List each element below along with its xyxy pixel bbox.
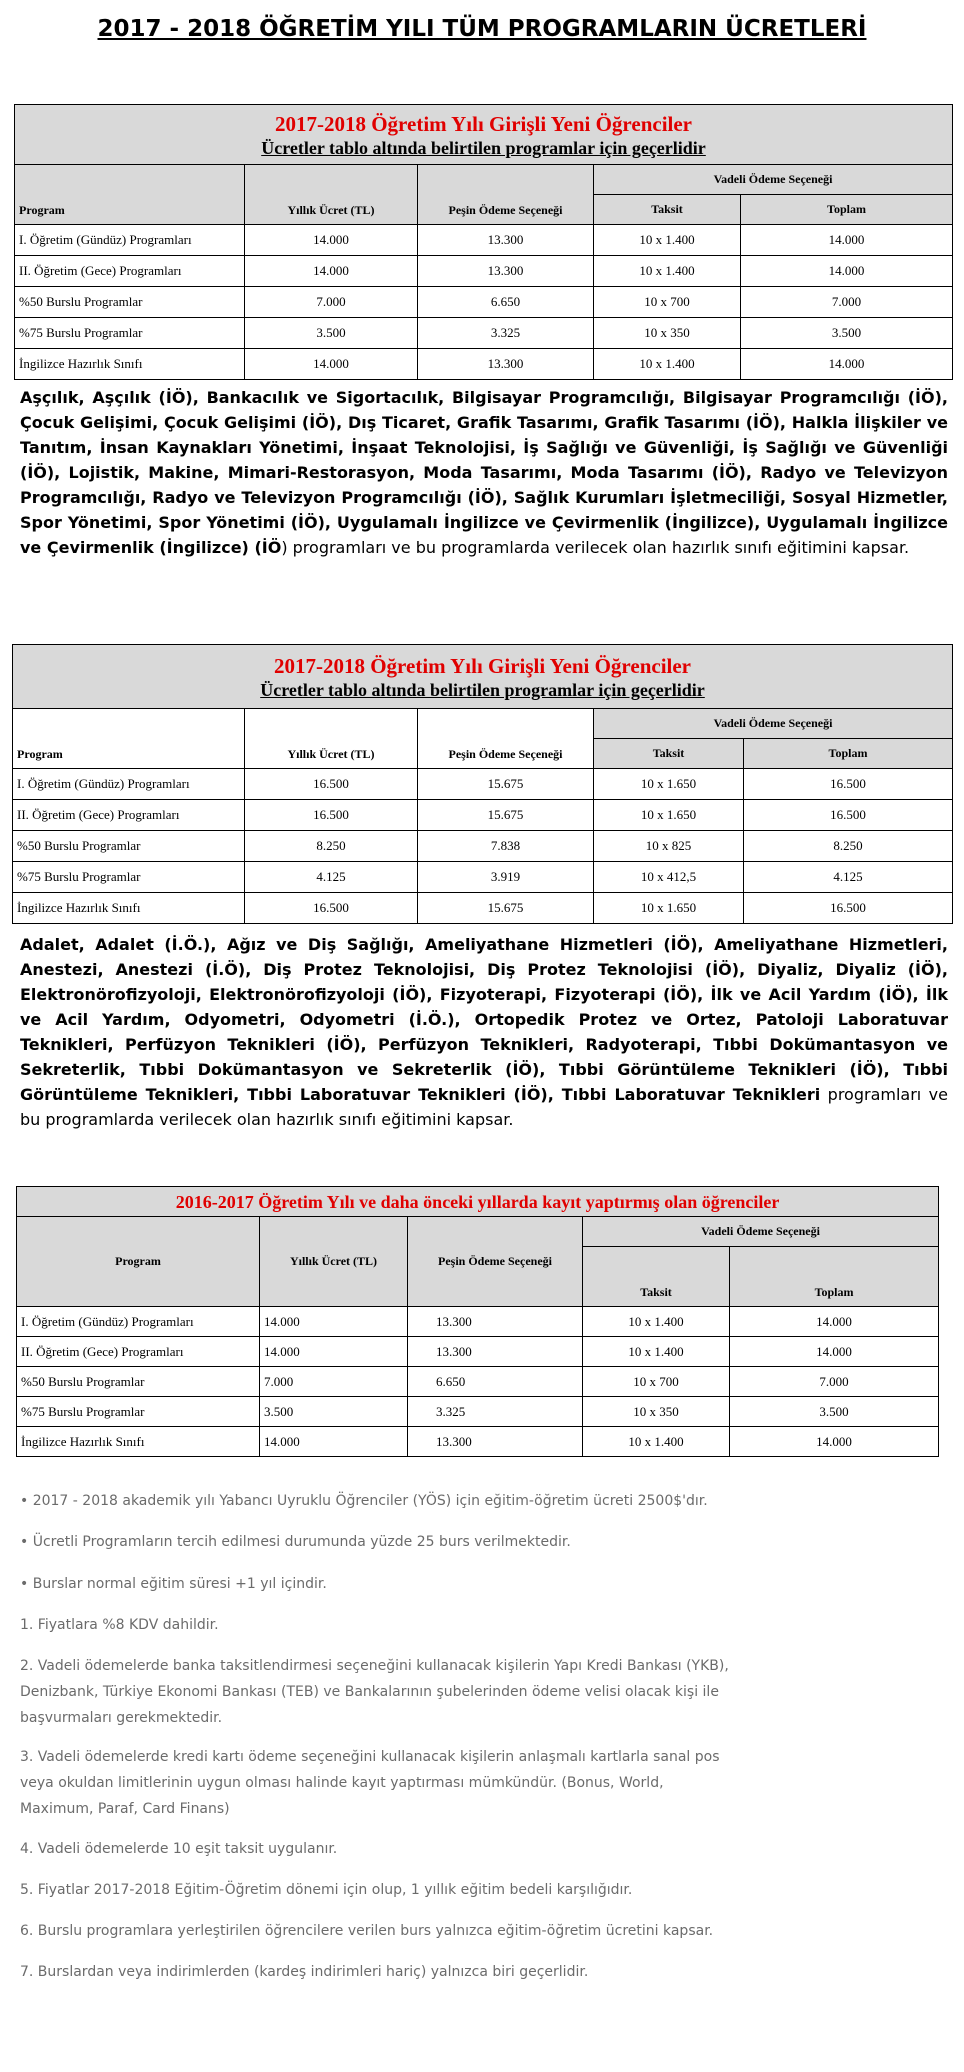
table-heading: 2016-2017 Öğretim Yılı ve daha önceki yıllarda kayıt yaptırmış olan öğrenciler [175,1191,780,1212]
cell-cash: 15.675 [418,893,594,924]
table-header [17,1187,939,1217]
fee-table [12,644,953,924]
fee-table [16,1186,939,1457]
table-row [17,1307,939,1337]
program-list-1 [20,385,948,560]
program-scope-text: programları ve bu programlarda verilecek olan hazırlık sınıfı eğitimini kapsar. [20,1085,948,1129]
note-credit-card: 3. Vadeli ödemelerde kredi kartı ödeme seçeneğini kullanacak kişilerin anlaşmalı kartlarla sanal pos veya okuldan limitlerinin uygun olması halinde kayıt yaptırması mümkündür. (Bonus, World, Maximum, Paraf, Card Finans) [20,1749,720,1817]
cell-total: 14.000 [741,225,953,256]
cell-program: I. Öğretim (Gündüz) Programları [15,225,245,256]
cell-annual-fee: 3.500 [260,1397,408,1427]
cell-annual-fee: 14.000 [260,1337,408,1367]
table-row [15,349,953,380]
cell-total: 16.500 [744,893,953,924]
table-subheading: Ücretler tablo altında belirtilen programlar için geçerlidir [261,137,706,158]
cell-total: 14.000 [730,1427,939,1457]
cell-annual-fee: 14.000 [245,256,418,287]
cell-annual-fee: 14.000 [245,225,418,256]
cell-cash: 7.838 [418,831,594,862]
note-installment-count: 4. Vadeli ödemelerde 10 eşit taksit uygulanır. [20,1841,338,1857]
col-cash-payment: Peşin Ödeme Seçeneği [418,709,594,769]
cell-total: 3.500 [741,318,953,349]
cell-cash: 13.300 [408,1307,583,1337]
col-total: Toplam [741,195,953,225]
program-names: Adalet, Adalet (İ.Ö.), Ağız ve Diş Sağlığı, Ameliyathane Hizmetleri (İÖ), Ameliyathane Hizmetleri, Anestezi, Anestezi (İ.Ö), Diş Protez Teknolojisi, Diş Protez Teknolojisi (İÖ), Diyaliz, Diyaliz (İÖ), Elektronörofizyoloji, Elektronörofizyoloji (İÖ), Fizyoterapi, Fizyoterapi (İÖ), İlk ve Acil Yardım (İÖ), İlk ve Acil Yardım, Odyometri, Odyometri (İ.Ö.), Ortopedik Protez ve Ortez, Patoloji Laboratuvar Teknikleri, Perfüzyon Teknikleri (İÖ), Perfüzyon Teknikleri, Radyoterapi, Tıbbi Dokümantasyon ve Sekreterlik, Tıbbi Dokümantasyon ve Sekreterlik (İÖ), Tıbbi Görüntüleme Teknikleri (İÖ), Tıbbi Görüntüleme Teknikleri, Tıbbi Laboratuvar Teknikleri (İÖ), Tıbbi Laboratuvar Teknikleri [20,935,948,1104]
col-group-installment: Vadeli Ödeme Seçeneği [594,165,953,195]
cell-installment: 10 x 1.650 [594,800,744,831]
cell-total: 14.000 [741,256,953,287]
table-row [17,1427,939,1457]
cell-total: 4.125 [744,862,953,893]
cell-cash: 13.300 [408,1427,583,1457]
cell-program: %75 Burslu Programlar [17,1397,260,1427]
cell-cash: 13.300 [418,256,594,287]
note-yos-fee: • 2017 - 2018 akademik yılı Yabancı Uyruklu Öğrenciler (YÖS) için eğitim-öğretim ücreti 2500$'dır. [20,1493,708,1509]
cell-total: 14.000 [741,349,953,380]
cell-installment: 10 x 1.400 [583,1427,730,1457]
cell-total: 14.000 [730,1337,939,1367]
cell-annual-fee: 3.500 [245,318,418,349]
table-row [17,1337,939,1367]
cell-total: 7.000 [741,287,953,318]
cell-total: 16.500 [744,800,953,831]
col-program: Program [15,165,245,225]
col-group-installment: Vadeli Ödeme Seçeneği [594,709,953,739]
col-total: Toplam [744,739,953,769]
cell-total: 16.500 [744,769,953,800]
col-annual-fee: Yıllık Ücret (TL) [245,165,418,225]
cell-cash: 6.650 [408,1367,583,1397]
cell-program: I. Öğretim (Gündüz) Programları [17,1307,260,1337]
cell-program: %50 Burslu Programlar [13,831,245,862]
col-program: Program [17,1217,260,1307]
cell-cash: 3.919 [418,862,594,893]
table-row [17,1397,939,1427]
cell-total: 3.500 [730,1397,939,1427]
cell-program: %75 Burslu Programlar [15,318,245,349]
cell-program: İngilizce Hazırlık Sınıfı [17,1427,260,1457]
table-header [15,105,953,165]
table-header [13,645,953,709]
col-cash-payment: Peşin Ödeme Seçeneği [408,1217,583,1307]
col-annual-fee: Yıllık Ücret (TL) [260,1217,408,1307]
cell-annual-fee: 14.000 [260,1427,408,1457]
note-price-period: 5. Fiyatlar 2017-2018 Eğitim-Öğretim dönemi için olup, 1 yıllık eğitim bedeli karşılığıdır. [20,1882,633,1898]
table-row [15,225,953,256]
cell-total: 8.250 [744,831,953,862]
table-row [15,318,953,349]
cell-annual-fee: 8.250 [245,831,418,862]
fee-table-2017-block-2 [12,644,952,924]
table-heading: 2017-2018 Öğretim Yılı Girişli Yeni Öğrenciler [274,111,693,136]
cell-annual-fee: 16.500 [245,800,418,831]
cell-installment: 10 x 825 [594,831,744,862]
note-scholarship-coverage: 6. Burslu programlara yerleştirilen öğrencilere verilen burs yalnızca eğitim-öğretim ücretini kapsar. [20,1923,714,1939]
fee-table-2017-block-1 [14,104,952,380]
cell-program: İngilizce Hazırlık Sınıfı [15,349,245,380]
cell-installment: 10 x 1.400 [594,349,741,380]
cell-program: %50 Burslu Programlar [17,1367,260,1397]
cell-cash: 6.650 [418,287,594,318]
cell-annual-fee: 14.000 [260,1307,408,1337]
note-scholarship-duration: • Burslar normal eğitim süresi +1 yıl içindir. [20,1576,327,1592]
cell-total: 14.000 [730,1307,939,1337]
col-cash-payment: Peşin Ödeme Seçeneği [418,165,594,225]
cell-installment: 10 x 350 [594,318,741,349]
cell-installment: 10 x 1.650 [594,893,744,924]
table-row [13,893,953,924]
col-annual-fee: Yıllık Ücret (TL) [245,709,418,769]
table-row [13,769,953,800]
cell-cash: 3.325 [408,1397,583,1427]
cell-installment: 10 x 350 [583,1397,730,1427]
col-installment: Taksit [594,739,744,769]
cell-annual-fee: 7.000 [245,287,418,318]
cell-annual-fee: 7.000 [260,1367,408,1397]
note-bank-installment: 2. Vadeli ödemelerde banka taksitlendirmesi seçeneğini kullanacak kişilerin Yapı Kredi Bankası (YKB), Denizbank, Türkiye Ekonomi Bankası (TEB) ve Bankalarının şubelerinden ödeme velisi olacak kişi ile başvurmaları gerekmektedir. [20,1658,729,1726]
col-installment: Taksit [594,195,741,225]
table-row [13,800,953,831]
col-total: Toplam [730,1247,939,1307]
col-program: Program [13,709,245,769]
cell-cash: 15.675 [418,769,594,800]
cell-annual-fee: 4.125 [245,862,418,893]
cell-program: %75 Burslu Programlar [13,862,245,893]
cell-program: %50 Burslu Programlar [15,287,245,318]
table-subheading: Ücretler tablo altında belirtilen programlar için geçerlidir [260,679,705,700]
cell-installment: 10 x 1.400 [594,256,741,287]
table-heading: 2017-2018 Öğretim Yılı Girişli Yeni Öğrenciler [273,653,692,678]
cell-cash: 3.325 [418,318,594,349]
cell-cash: 13.300 [418,225,594,256]
program-list-2 [20,932,948,1132]
cell-annual-fee: 16.500 [245,769,418,800]
cell-total: 7.000 [730,1367,939,1397]
cell-installment: 10 x 1.650 [594,769,744,800]
col-installment: Taksit [583,1247,730,1307]
cell-program: II. Öğretim (Gece) Programları [17,1337,260,1367]
cell-installment: 10 x 1.400 [583,1337,730,1367]
col-group-installment: Vadeli Ödeme Seçeneği [583,1217,939,1247]
cell-annual-fee: 14.000 [245,349,418,380]
table-row [15,256,953,287]
table-row [17,1367,939,1397]
note-discount-rule: 7. Burslardan veya indirimlerden (kardeş indirimleri hariç) yalnızca biri geçerlidir. [20,1964,589,1980]
program-names: Aşçılık, Aşçılık (İÖ), Bankacılık ve Sigortacılık, Bilgisayar Programcılığı, Bilgisayar Programcılığı (İÖ), Çocuk Gelişimi, Çocuk Gelişimi (İÖ), Dış Ticaret, Grafik Tasarımı, Grafik Tasarımı (İÖ), Halkla İlişkiler ve Tanıtım, İnsan Kaynakları Yönetimi, İnşaat Teknolojisi, İş Sağlığı ve Güvenliği, İş Sağlığı ve Güvenliği (İÖ), Lojistik, Makine, Mimari-Restorasyon, Moda Tasarımı, Moda Tasarımı (İÖ), Radyo ve Televizyon Programcılığı, Radyo ve Televizyon Programcılığı (İÖ), Sağlık Kurumları İşletmeciliği, Sosyal Hizmetler, Spor Yönetimi, Spor Yönetimi (İÖ), Uygulamalı İngilizce ve Çevirmenlik (İngilizce), Uygulamalı İngilizce ve Çevirmenlik (İngilizce) (İÖ [20,388,948,557]
table-row [13,862,953,893]
fee-table [14,104,953,380]
cell-installment: 10 x 1.400 [594,225,741,256]
cell-program: İngilizce Hazırlık Sınıfı [13,893,245,924]
cell-cash: 13.300 [408,1337,583,1367]
note-vat: 1. Fiyatlara %8 KDV dahildir. [20,1617,219,1633]
cell-installment: 10 x 1.400 [583,1307,730,1337]
table-row [13,831,953,862]
fee-table-2016-block [16,1186,938,1457]
program-scope-text: ) programları ve bu programlarda verilecek olan hazırlık sınıfı eğitimini kapsar. [281,538,910,557]
cell-program: II. Öğretim (Gece) Programları [13,800,245,831]
cell-annual-fee: 16.500 [245,893,418,924]
cell-cash: 15.675 [418,800,594,831]
cell-cash: 13.300 [418,349,594,380]
cell-installment: 10 x 700 [594,287,741,318]
table-row [15,287,953,318]
cell-program: II. Öğretim (Gece) Programları [15,256,245,287]
cell-installment: 10 x 700 [583,1367,730,1397]
cell-installment: 10 x 412,5 [594,862,744,893]
note-scholarship-rate: • Ücretli Programların tercih edilmesi durumunda yüzde 25 burs verilmektedir. [20,1534,571,1550]
cell-program: I. Öğretim (Gündüz) Programları [13,769,245,800]
page-title: 2017 - 2018 ÖĞRETİM YILI TÜM PROGRAMLARIN ÜCRETLERİ [97,16,867,42]
